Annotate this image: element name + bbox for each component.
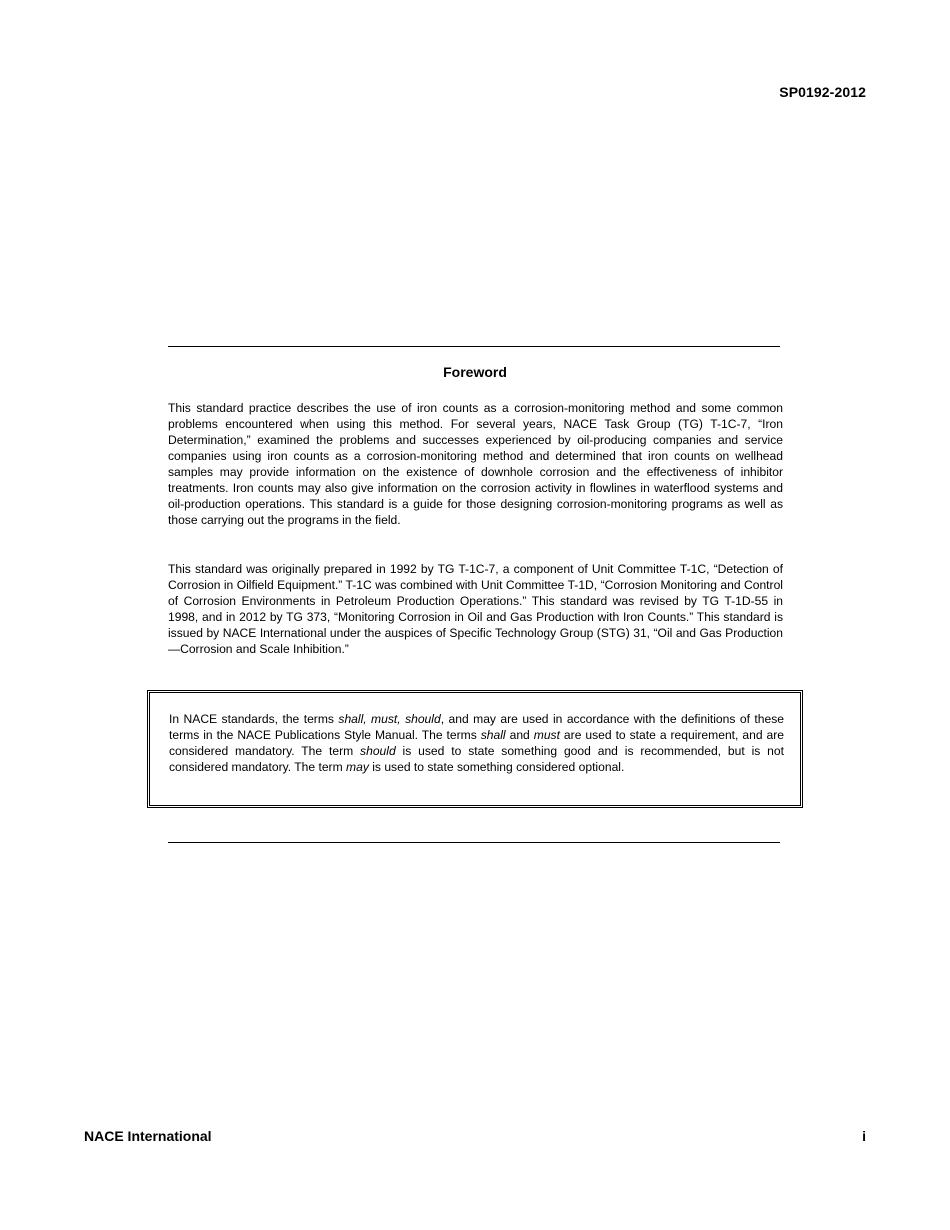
top-divider	[168, 346, 780, 347]
section-title: Foreword	[443, 364, 507, 380]
terminology-notice-text: In NACE standards, the terms shall, must, should, and may are used in accordance with the definitions of these terms in the NACE Publications Style Manual. The terms shall and must are used to state a requirement, and are considered mandatory. The term should is used to state something good and is recommended, but is not considered mandatory. The term may is used to state something considered optional.	[169, 712, 784, 774]
foreword-paragraph-1: This standard practice describes the use of iron counts as a corrosion-monitoring method and some common problems encountered when using this method. For several years, NACE Task Group (TG) T-1C-7, “Iron Determination,” examined the problems and successes experienced by oil-producing companies and service companies using iron counts as a corrosion-monitoring method and determined that iron counts on wellhead samples may provide information on the existence of downhole corrosion and the effectiveness of inhibitor treatments. Iron counts may also give information on the corrosion activity in flowlines in waterflood systems and oil-production operations. This standard is a guide for those designing corrosion-monitoring programs as well as those carrying out the programs in the field.	[168, 401, 783, 527]
bottom-divider	[168, 842, 780, 843]
page-number: i	[862, 1128, 866, 1144]
terminology-notice-box	[147, 690, 803, 808]
footer-organization: NACE International	[84, 1128, 212, 1144]
document-id: SP0192-2012	[779, 84, 866, 100]
foreword-paragraph-2: This standard was originally prepared in 1992 by TG T-1C-7, a component of Unit Committee T-1C, “Detection of Corrosion in Oilfield Equipment.” T-1C was combined with Unit Committee T-1D, “Corrosion Monitoring and Control of Corrosion Environments in Petroleum Production Operations.” This standard was revised by TG T-1D-55 in 1998, and in 2012 by TG 373, “Monitoring Corrosion in Oil and Gas Production with Iron Counts.” This standard is issued by NACE International under the auspices of Specific Technology Group (STG) 31, “Oil and Gas Production—Corrosion and Scale Inhibition.”	[168, 562, 783, 656]
